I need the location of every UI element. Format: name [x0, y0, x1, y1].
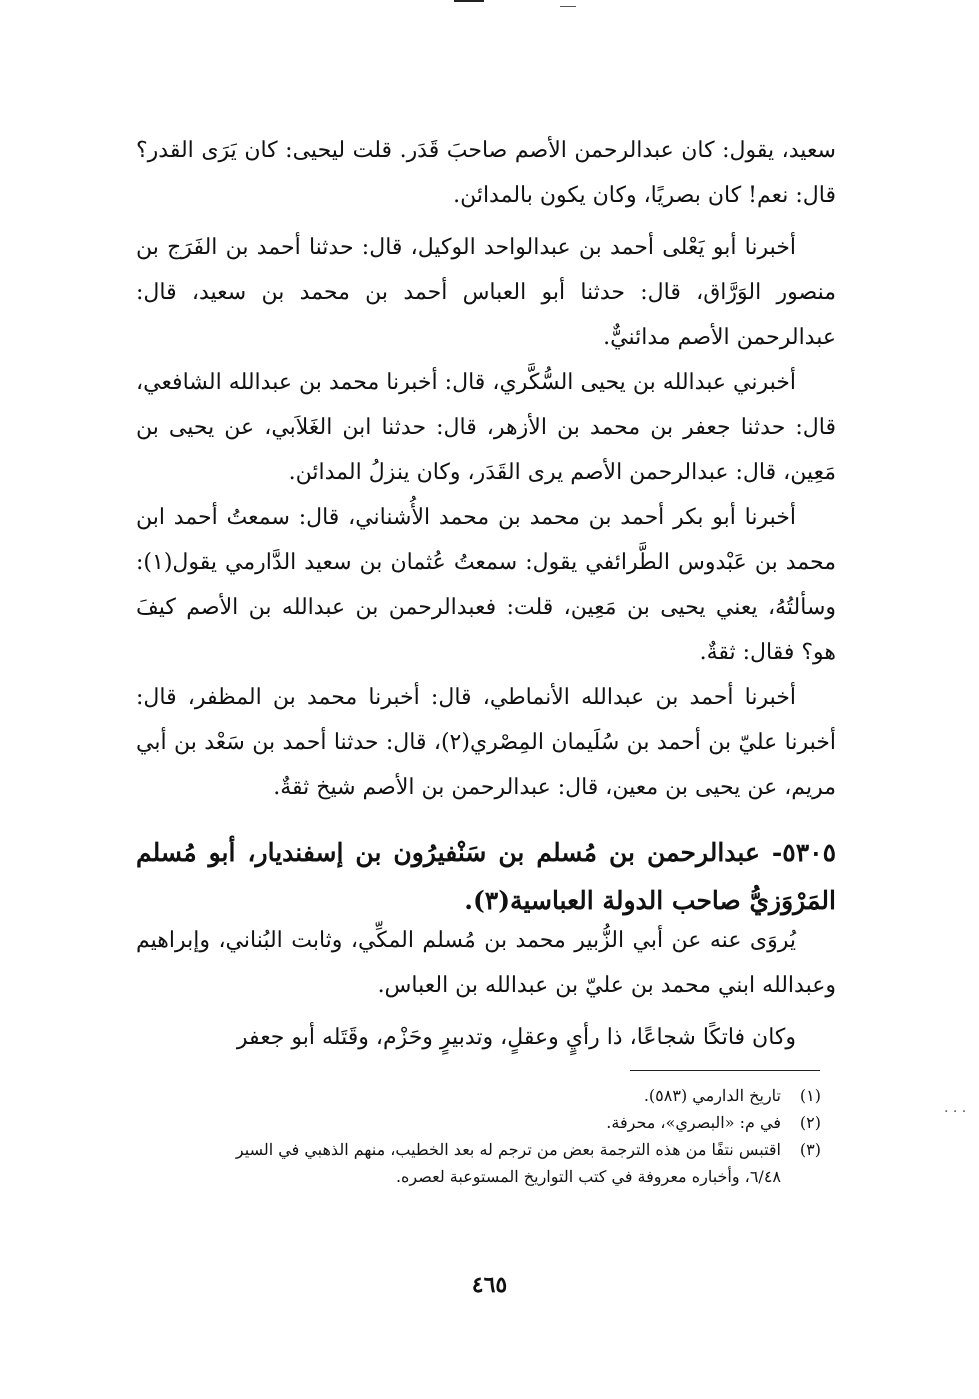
- entry-heading: ٥٣٠٥- عبدالرحمن بن مُسلم بن سَنْفيرُون بن إسفنديار، أبو مُسلم المَرْوَزيُّ صاحب الدولة العباسية(٣).: [136, 837, 836, 915]
- top-edge-mark-small: [560, 6, 576, 8]
- footnote-number: (٢): [799, 1113, 821, 1132]
- footnote-number: (٣): [799, 1140, 821, 1159]
- paragraph-entry-body-2: وكان فاتكًا شجاعًا، ذا رأيٍ وعقلٍ، وتدبيرٍ وحَزْم، وقَتَله أبو جعفر: [236, 1025, 796, 1050]
- paragraph-narration-4: أخبرنا أحمد بن عبدالله الأنماطي، قال: أخبرنا محمد بن المظفر، قال: أخبرنا عليّ بن أحمد بن سُلَيمان المِصْري(٢)، قال: حدثنا أحمد بن سَعْد بن أبي مريم، عن يحيى بن معين، قال: عبدالرحمن بن الأصم شيخ ثقةٌ.: [136, 685, 836, 800]
- footnote-divider: [630, 1070, 820, 1071]
- top-edge-mark: [454, 0, 484, 6]
- paragraph-narration-3: أخبرنا أبو بكر أحمد بن محمد بن محمد الأُشناني، قال: سمعتُ أحمد ابن محمد بن عَبْدوس الطَّرائفي يقول: سمعتُ عُثمان بن سعيد الدَّارمي يقول(١): وسألتُهُ، يعني يحيى بن مَعِين، قلت: فعبدالرحمن بن عبدالله بن الأصم كيفَ هو؟ فقال: ثقةٌ.: [136, 505, 836, 665]
- paragraph-entry-body-1: يُروَى عنه عن أبي الزُّبير محمد بن مُسلم المكِّي، وثابت البُناني، وإبراهيم وعبدالله ابني محمد بن عليّ بن عبدالله بن العباس.: [136, 928, 836, 998]
- footnote-1: [136, 1082, 821, 1109]
- page-number: ٤٦٥: [471, 1272, 508, 1298]
- footnote-2: [136, 1109, 821, 1136]
- paragraph-narration-2: أخبرني عبدالله بن يحيى السُّكَّري، قال: أخبرنا محمد بن عبدالله الشافعي، قال: حدثنا جعفر بن محمد بن الأزهر، قال: حدثنا ابن الغَلاَبي، عن يحيى بن مَعِين، قال: عبدالرحمن الأصم يرى القَدَر، وكان ينزلُ المدائن.: [136, 370, 836, 485]
- footnote-3: [136, 1136, 821, 1163]
- footnote-3-continuation: ٦/٤٨، وأخباره معروفة في كتب التواريخ المستوعبة لعصره.: [395, 1167, 781, 1186]
- footnotes: [136, 1082, 821, 1190]
- footnote-number: (١): [799, 1086, 821, 1105]
- footnote-text: اقتبس نتفًا من هذه الترجمة بعض من ترجم له بعد الخطيب، منهم الذهبي في السير: [235, 1140, 781, 1159]
- footnote-text: تاريخ الدارمي (٥٨٣).: [643, 1086, 781, 1105]
- paragraph-continuation: سعيد، يقول: كان عبدالرحمن الأصم صاحبَ قَدَر. قلت ليحيى: كان يَرَى القدر؟ قال: نعم! كان بصريًا، وكان يكون بالمدائن.: [136, 138, 836, 208]
- margin-dots: . . .: [944, 1100, 967, 1116]
- paragraph-narration-1: أخبرنا أبو يَعْلى أحمد بن عبدالواحد الوكيل، قال: حدثنا أحمد بن الفَرَج بن منصور الوَرَّاق، قال: حدثنا أبو العباس أحمد بن محمد بن سعيد، قال: عبدالرحمن الأصم مدائنيٌّ.: [136, 235, 836, 350]
- footnote-text: في م: «البصري»، محرفة.: [606, 1113, 781, 1132]
